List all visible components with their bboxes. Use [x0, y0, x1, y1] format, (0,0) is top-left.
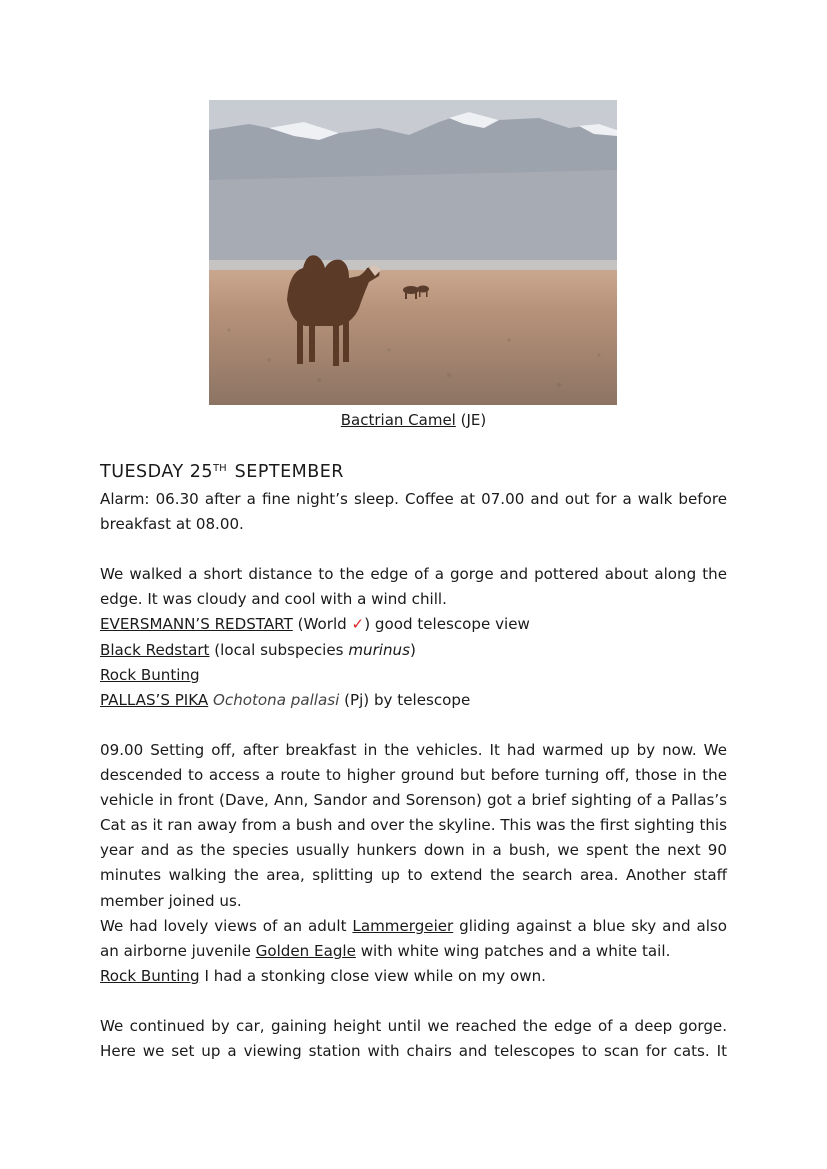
paragraph-alarm: Alarm: 06.30 after a fine night’s sleep. Coffee at 07.00 and out for a walk before breakfast at 08.00. [100, 490, 727, 534]
species-line-eversmanns-redstart [100, 612, 727, 637]
species-note: ) good telescope view [364, 615, 530, 634]
species-note: (local subspecies [209, 640, 349, 659]
caption-credit: (JE) [455, 411, 487, 429]
diary-body [100, 487, 727, 1064]
photo-caption [0, 410, 827, 430]
text-run: gliding against a blue sky and also an airborne juvenile [100, 916, 727, 960]
paragraph-viewing-station: We continued by car, gaining height until we reached the edge of a deep gorge. Here we set up a viewing station with chairs and telescopes to scan for cats. It [100, 1016, 727, 1061]
heading-ordinal: TH [212, 463, 227, 474]
species-name: Rock Bunting [100, 665, 200, 684]
species-note: (Pj) by telescope [339, 690, 471, 709]
heading-day: TUESDAY 25 [100, 462, 213, 482]
species-name: PALLAS’S PIKA [100, 690, 209, 709]
text-run: with white wing patches and a white tail. [355, 941, 671, 960]
latin-name: murinus [348, 640, 410, 659]
species-line-rock-bunting [100, 663, 727, 688]
species-name: Lammergeier [352, 916, 454, 935]
caption-species-name: Bactrian Camel [340, 411, 456, 429]
species-line-pallass-pika [100, 688, 727, 713]
paragraph-rock-bunting [100, 964, 727, 989]
camel-photo [209, 100, 617, 405]
paragraph-setting-off: 09.00 Setting off, after breakfast in the vehicles. It had warmed up by now. We descended to access a route to higher ground but before turning off, those in the vehicle in front (Dave, Ann, Sandor and Sorenson) got a brief sighting of a Pallas’s Cat as it ran away from a bush and over the skyline. This was the first sighting this year and as the species usually hunkers down in a bush, we spent the next 90 minutes walking the area, splitting up to extend the search area. Another staff member joined us. [100, 740, 727, 910]
species-note: ) [409, 640, 416, 659]
text-run: We had lovely views of an adult [100, 916, 353, 935]
latin-name: Ochotona pallasi [208, 690, 340, 709]
text-run: I had a stonking close view while on my own. [199, 966, 546, 985]
species-line-black-redstart [100, 638, 727, 663]
species-name: Golden Eagle [255, 941, 356, 960]
species-name: EVERSMANN’S REDSTART [100, 615, 293, 634]
species-name: Black Redstart [100, 640, 210, 659]
species-name: Rock Bunting [100, 966, 200, 985]
species-note: (World [292, 615, 352, 634]
paragraph-raptors [100, 914, 727, 964]
paragraph-gorge-walk: We walked a short distance to the edge of a gorge and pottered about along the edge. It was cloudy and cool with a wind chill. [100, 565, 727, 609]
tick-icon: ✓ [351, 615, 365, 634]
heading-month: SEPTEMBER [228, 462, 344, 482]
day-heading [100, 460, 344, 484]
